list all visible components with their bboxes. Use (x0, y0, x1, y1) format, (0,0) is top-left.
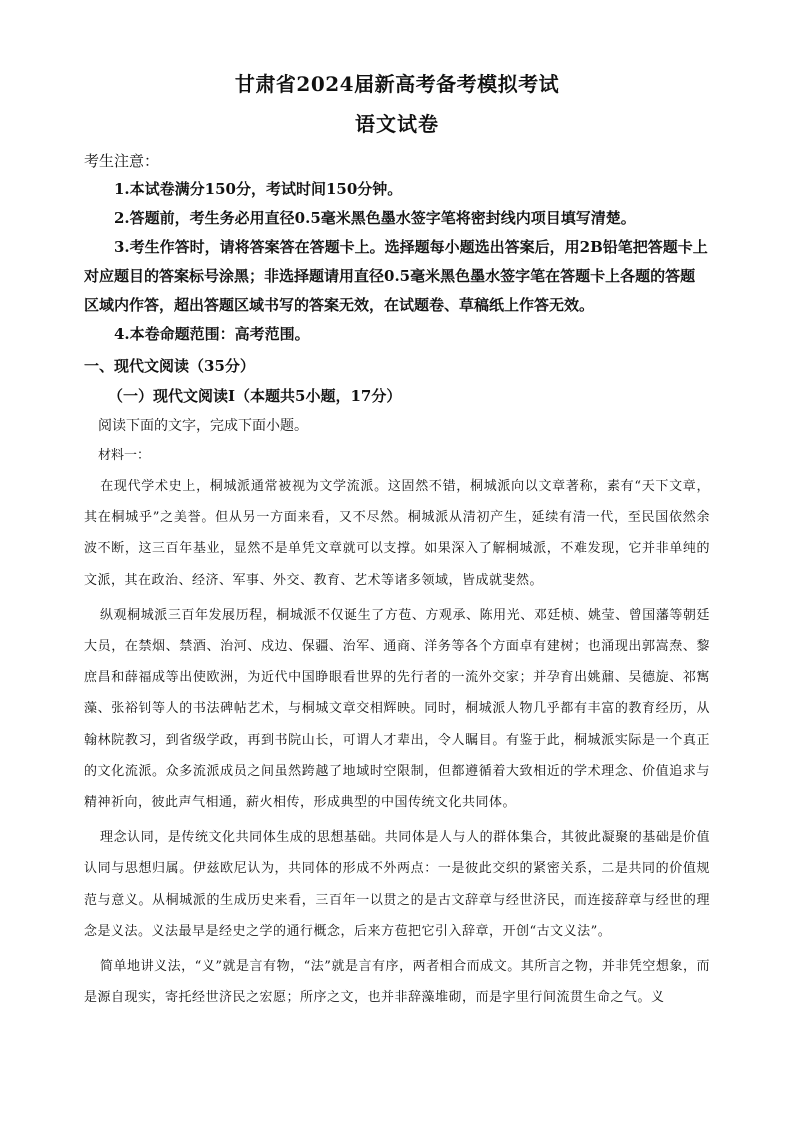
notice-item: 3.考生作答时，请将答案答在答题卡上。选择题每小题选出答案后，用2B铅笔把答题卡上对应题目的答案标号涂黑；非选择题请用直径0.5毫米黑色墨水签字笔在答题卡上各题的答题区域内作答，超出答题区域书写的答案无效，在试题卷、草稿纸上作答无效。 (84, 238, 708, 314)
notice-list (84, 175, 710, 349)
exam-subtitle: 语文试卷 (355, 112, 439, 136)
material-paragraph: 简单地讲义法，“义”就是言有物，“法”就是言有序，两者相合而成文。其所言之物，并非凭空想象，而是源自现实，寄托经世济民之宏愿；所序之文，也并非辞藻堆砌，而是字里行间流贯生命之气。义 (84, 959, 710, 1006)
material-paragraph: 在现代学术史上，桐城派通常被视为文学流派。这固然不错，桐城派向以文章著称，素有“天下文章，其在桐城乎”之美誉。但从另一方面来看，又不尽然。桐城派从清初产生，延续有清一代，至民国依然余波不断，这三百年基业，显然不是单凭文章就可以支撑。如果深入了解桐城派，不难发现，它并非单纯的文派，其在政治、经济、军事、外交、教育、艺术等诸多领域，皆成就斐然。 (84, 479, 710, 588)
material-label: 材料一： (98, 448, 151, 463)
material-paragraph: 纵观桐城派三百年发展历程，桐城派不仅诞生了方苞、方观承、陈用光、邓廷桢、姚莹、曾国藩等朝廷大员，在禁烟、禁酒、治河、戍边、保疆、治军、通商、洋务等各个方面卓有建树；也涌现出郭嵩焘、黎庶昌和薛福成等出使欧洲，为近代中国睁眼看世界的先行者的一流外交家；并孕育出姚鼐、吴德旋、祁寯藻、张裕钊等人的书法碑帖艺术，与桐城文章交相辉映。同时，桐城派人物几乎都有丰富的教育经历，从翰林院教习，到省级学政，再到书院山长，可谓人才辈出，令人瞩目。有鉴于此，桐城派实际是一个真正的文化流派。众多流派成员之间虽然跨越了地域时空限制，但都遵循着大致相近的学术理念、价值追求与精神祈向，彼此声气相通，薪火相传，形成典型的中国传统文化共同体。 (84, 607, 710, 811)
reading-instruction: 阅读下面的文字，完成下面小题。 (98, 418, 308, 434)
subsection-heading: （一）现代文阅读Ⅰ（本题共5小题，17分） (108, 387, 402, 405)
notice-item: 2.答题前，考生务必用直径0.5毫米黑色墨水签字笔将密封线内项目填写清楚。 (114, 209, 636, 227)
notice-item: 1.本试卷满分150分，考试时间150分钟。 (114, 180, 403, 198)
exam-title: 甘肃省2024届新高考备考模拟考试 (234, 72, 560, 96)
section-heading: 一、现代文阅读（35分） (84, 357, 255, 375)
notice-heading: 考生注意： (84, 152, 160, 170)
notice-item: 4.本卷命题范围：高考范围。 (114, 325, 310, 343)
material-paragraph: 理念认同，是传统文化共同体生成的思想基础。共同体是人与人的群体集合，其彼此凝聚的基础是价值认同与思想归属。伊兹欧尼认为，共同体的形成不外两点：一是彼此交织的紧密关系，二是共同的价值规范与意义。从桐城派的生成历史来看，三百年一以贯之的是古文辞章与经世济民，而连接辞章与经世的理念是义法。义法最早是经史之学的通行概念，后来方苞把它引入辞章，开创“古文义法”。 (84, 830, 710, 939)
